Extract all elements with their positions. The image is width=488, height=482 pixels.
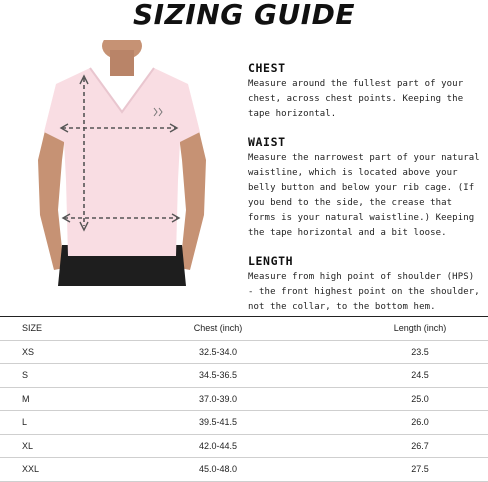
length-cell: 24.5 — [390, 364, 488, 388]
length-cell: 26.0 — [390, 411, 488, 435]
column-header-size: SIZE — [0, 317, 46, 341]
column-header-length: Length (inch) — [390, 317, 488, 341]
length-heading: LENGTH — [248, 254, 294, 268]
chest-cell: 42.0-44.5 — [46, 434, 390, 458]
length-cell: 26.7 — [390, 434, 488, 458]
chest-cell: 32.5-34.0 — [46, 340, 390, 364]
chest-heading: CHEST — [248, 61, 286, 75]
length-guide — [248, 255, 480, 315]
length-cell: 27.5 — [390, 458, 488, 482]
chest-cell: 45.0-48.0 — [46, 458, 390, 482]
size-cell: M — [0, 387, 46, 411]
model-shirt — [44, 68, 200, 256]
length-cell: 25.0 — [390, 387, 488, 411]
chest-guide — [248, 62, 480, 122]
table-row — [0, 411, 488, 435]
size-cell: XL — [0, 434, 46, 458]
table-row — [0, 340, 488, 364]
chest-cell: 37.0-39.0 — [46, 387, 390, 411]
model-figure-image — [28, 40, 216, 286]
measurement-guides — [248, 62, 480, 329]
length-cell: 23.5 — [390, 340, 488, 364]
chest-cell: 34.5-36.5 — [46, 364, 390, 388]
page-title: SIZING GUIDE — [133, 0, 355, 31]
chest-cell: 39.5-41.5 — [46, 411, 390, 435]
size-cell: XS — [0, 340, 46, 364]
model-neck — [110, 50, 134, 76]
size-table — [0, 316, 488, 482]
waist-heading: WAIST — [248, 135, 286, 149]
table-row — [0, 458, 488, 482]
size-cell: XXL — [0, 458, 46, 482]
waist-guide — [248, 136, 480, 241]
table-row — [0, 434, 488, 458]
chest-text: Measure around the fullest part of your chest, across chest points. Keeping the tape horizontal. — [248, 79, 464, 119]
waist-text: Measure the narrowest part of your natural waistline, which is located above your belly button and below your rib cage. (If you bend to the side, the crease that forms is your natural waistline.) Keeping the tape horizontal and a bit loose. — [248, 153, 480, 238]
size-cell: L — [0, 411, 46, 435]
table-row — [0, 387, 488, 411]
column-header-chest: Chest (inch) — [46, 317, 390, 341]
length-text: Measure from high point of shoulder (HPS) - the front highest point on the shoulder, not the collar, to the bottom hem. — [248, 272, 480, 312]
table-header-row — [0, 317, 488, 341]
size-cell: S — [0, 364, 46, 388]
table-row — [0, 364, 488, 388]
